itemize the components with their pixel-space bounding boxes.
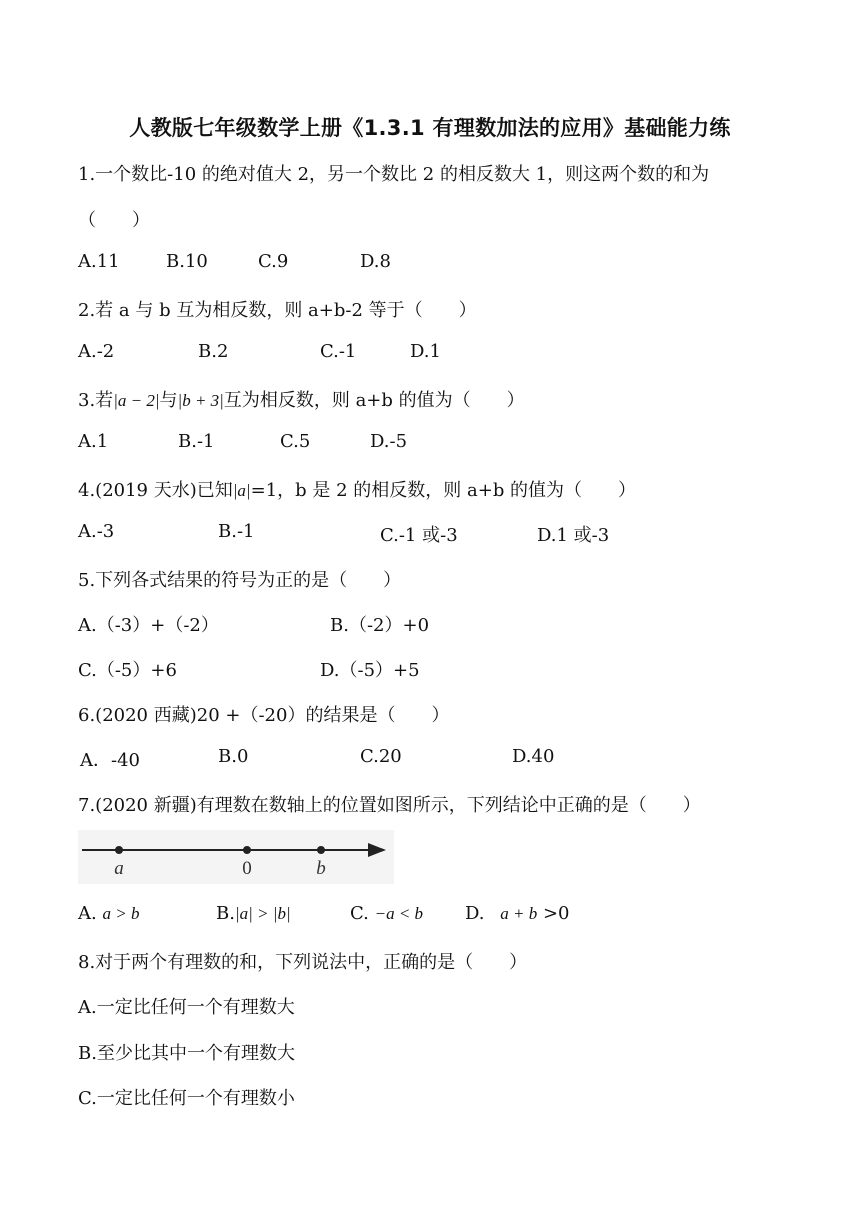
q7-option-a	[78, 903, 139, 924]
point-b-label: b	[316, 858, 326, 879]
q4-stem-prefix: 4.(2019 天水)已知	[78, 480, 233, 501]
q7-option-c	[350, 903, 423, 924]
q8-option-b: B.至少比其中一个有理数大	[78, 1043, 295, 1064]
q3-option-a: A.1	[78, 431, 109, 452]
q6-option-c: C.20	[360, 746, 402, 767]
question-1-stem-bracket: （ ）	[78, 210, 150, 231]
q7-option-b	[216, 903, 291, 924]
q2-option-a: A.-2	[78, 341, 115, 362]
q7-option-a-expr: a > b	[102, 904, 140, 923]
question-1-stem: 1.一个数比-10 的绝对值大 2，另一个数比 2 的相反数大 1，则这两个数的和为	[78, 164, 710, 185]
q2-option-c: C.-1	[320, 341, 357, 362]
q7-option-b-letter: B.	[216, 903, 235, 924]
q3-abs-expression-1: |a − 2|	[113, 391, 160, 410]
q5-option-d: D.（-5）+5	[320, 660, 420, 681]
q7-option-d	[465, 903, 570, 924]
q2-option-b: B.2	[198, 341, 229, 362]
q1-option-a: A.11	[78, 251, 120, 272]
q7-option-a-letter: A.	[78, 903, 97, 924]
point-b-dot	[317, 846, 325, 854]
q4-option-d: D.1 或-3	[537, 525, 610, 546]
q5-option-b: B.（-2）+0	[330, 615, 430, 636]
point-a-dot	[115, 846, 123, 854]
q1-option-c: C.9	[258, 251, 289, 272]
q8-option-c: C.一定比任何一个有理数小	[78, 1088, 295, 1109]
q2-option-d: D.1	[410, 341, 441, 362]
q6-option-d: D.40	[512, 746, 555, 767]
question-4-stem	[78, 476, 636, 502]
q4-option-b: B.-1	[218, 521, 255, 542]
q1-option-d: D.8	[360, 251, 391, 272]
q7-option-d-tail: >0	[542, 903, 570, 924]
q7-option-b-expr: |a| > |b|	[234, 904, 291, 923]
q7-option-d-expr: a + b	[500, 904, 538, 923]
q3-stem-mid: 与	[159, 390, 178, 411]
question-7-stem: 7.(2020 新疆)有理数在数轴上的位置如图所示，下列结论中正确的是（ ）	[78, 795, 701, 816]
q7-option-c-letter: C.	[350, 903, 369, 924]
point-zero-label: 0	[242, 858, 252, 879]
question-2-stem: 2.若 a 与 b 互为相反数，则 a+b-2 等于（ ）	[78, 300, 477, 321]
q8-option-a: A.一定比任何一个有理数大	[78, 997, 295, 1018]
number-line-background	[78, 830, 394, 884]
question-8-stem: 8.对于两个有理数的和，下列说法中，正确的是（ ）	[78, 952, 528, 973]
q4-abs-expression: |a|	[232, 481, 251, 500]
q7-option-d-letter: D.	[465, 903, 485, 924]
q3-option-b: B.-1	[178, 431, 215, 452]
point-zero-dot	[243, 846, 251, 854]
q5-option-a: A.（-3）+（-2）	[78, 615, 219, 636]
q5-option-c: C.（-5）+6	[78, 660, 177, 681]
q1-option-b: B.10	[166, 251, 208, 272]
question-5-stem: 5.下列各式结果的符号为正的是（ ）	[78, 570, 402, 591]
q6-option-a: A．-40	[80, 750, 140, 771]
q3-option-d: D.-5	[370, 431, 408, 452]
q4-stem-suffix: =1，b 是 2 的相反数，则 a+b 的值为（ ）	[250, 480, 637, 501]
q4-option-a: A.-3	[78, 521, 115, 542]
question-6-stem: 6.(2020 西藏)20 +（-20）的结果是（ ）	[78, 705, 450, 726]
q3-stem-prefix: 3.若	[78, 390, 114, 411]
question-3-stem	[78, 386, 525, 412]
q7-option-c-expr: −a < b	[374, 904, 424, 923]
q4-option-c: C.-1 或-3	[380, 525, 458, 546]
page-title: 人教版七年级数学上册《1.3.1 有理数加法的应用》基础能力练	[129, 116, 731, 140]
point-a-label: a	[114, 858, 124, 879]
q3-stem-suffix: 互为相反数，则 a+b 的值为（ ）	[223, 390, 525, 411]
q6-option-b: B.0	[218, 746, 249, 767]
q3-abs-expression-2: |b + 3|	[177, 391, 224, 410]
number-line-figure	[78, 830, 394, 884]
q3-option-c: C.5	[280, 431, 311, 452]
